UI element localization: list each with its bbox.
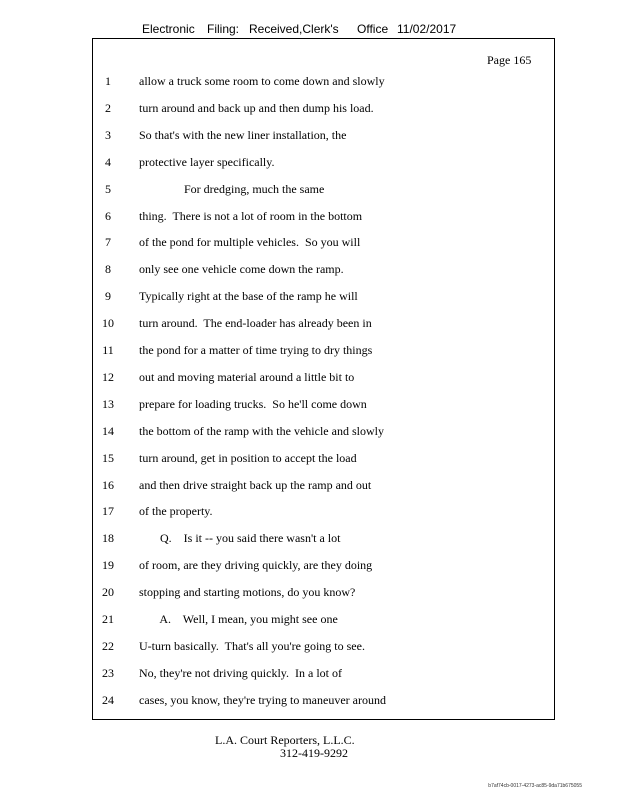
transcript-line <box>92 235 555 253</box>
line-text: For dredging, much the same <box>139 181 325 196</box>
transcript-line <box>92 289 555 307</box>
filing-stamp-part: Office <box>357 22 389 36</box>
line-text: of the pond for multiple vehicles. So you will <box>139 235 361 250</box>
transcript-line <box>92 693 555 711</box>
line-number: 24 <box>102 692 114 707</box>
line-number: 2 <box>105 100 111 115</box>
transcript-line <box>92 155 555 173</box>
transcript-line <box>92 639 555 657</box>
transcript-line <box>92 451 555 469</box>
line-text: turn around, get in position to accept the load <box>139 450 357 465</box>
line-text: No, they're not driving quickly. In a lot of <box>139 665 343 680</box>
transcript-line <box>92 209 555 227</box>
transcript-line <box>92 101 555 119</box>
transcript-line <box>92 424 555 442</box>
transcript-line <box>92 612 555 630</box>
line-text: cases, you know, they're trying to maneuver around <box>139 692 386 707</box>
line-text: Typically right at the base of the ramp he will <box>139 289 358 304</box>
line-text: stopping and starting motions, do you know? <box>139 585 356 600</box>
transcript-line <box>92 343 555 361</box>
court-reporter-name: L.A. Court Reporters, L.L.C. <box>215 733 355 747</box>
filing-stamp-part: Received,Clerk's <box>249 22 339 36</box>
line-number: 20 <box>102 585 114 600</box>
line-number: 14 <box>102 423 114 438</box>
line-text: allow a truck some room to come down and slowly <box>139 74 385 88</box>
line-number: 4 <box>105 154 111 169</box>
line-number: 1 <box>105 74 111 88</box>
line-number: 9 <box>105 289 111 304</box>
transcript-line <box>92 370 555 388</box>
transcript-line <box>92 666 555 684</box>
line-text: Q. Is it -- you said there wasn't a lot <box>139 531 341 546</box>
line-number: 5 <box>105 181 111 196</box>
line-number: 13 <box>102 396 114 411</box>
line-number: 22 <box>102 638 114 653</box>
line-text: and then drive straight back up the ramp and out <box>139 477 372 492</box>
line-number: 3 <box>105 127 111 142</box>
line-number: 11 <box>102 343 114 357</box>
transcript-line <box>92 558 555 576</box>
transcript-line <box>92 585 555 603</box>
line-text: only see one vehicle come down the ramp. <box>139 262 344 277</box>
line-number: 8 <box>105 262 111 277</box>
transcript-line <box>92 128 555 146</box>
line-number: 17 <box>102 504 114 519</box>
line-text: U-turn basically. That's all you're going to see. <box>139 638 365 653</box>
line-text: prepare for loading trucks. So he'll come down <box>139 396 367 411</box>
line-text: So that's with the new liner installation, the <box>139 127 347 142</box>
line-text: of room, are they driving quickly, are they doing <box>139 558 373 573</box>
court-reporter-phone: 312-419-9292 <box>280 746 348 760</box>
page-number: Page 165 <box>487 53 532 67</box>
filing-stamp-part: 11/02/2017 <box>397 22 457 36</box>
line-number: 21 <box>102 612 114 626</box>
document-hash: b7af74cb-0017-4273-ac85-9da71b675055 <box>488 783 582 789</box>
transcript-line <box>92 182 555 200</box>
line-number: 15 <box>102 450 114 465</box>
transcript-line <box>92 262 555 280</box>
filing-stamp-part: Filing: <box>207 22 240 36</box>
line-text: the pond for a matter of time trying to dry things <box>139 343 373 357</box>
line-text: protective layer specifically. <box>139 154 275 169</box>
line-text: turn around and back up and then dump his load. <box>139 100 374 115</box>
line-number: 7 <box>105 235 111 250</box>
transcript-line <box>92 478 555 496</box>
line-number: 6 <box>105 208 111 223</box>
line-number: 12 <box>102 369 114 384</box>
line-number: 19 <box>102 558 114 573</box>
transcript-line <box>92 74 555 92</box>
line-text: out and moving material around a little bit to <box>139 369 355 384</box>
line-text: thing. There is not a lot of room in the bottom <box>139 208 363 223</box>
line-text: A. Well, I mean, you might see one <box>139 612 338 626</box>
line-number: 16 <box>102 477 114 492</box>
line-number: 10 <box>102 316 114 331</box>
line-text: turn around. The end-loader has already been in <box>139 316 372 331</box>
transcript-line <box>92 397 555 415</box>
line-number: 23 <box>102 665 114 680</box>
line-number: 18 <box>102 531 114 546</box>
transcript-line <box>92 531 555 549</box>
transcript-line <box>92 504 555 522</box>
line-text: of the property. <box>139 504 213 519</box>
transcript-line <box>92 316 555 334</box>
line-text: the bottom of the ramp with the vehicle and slowly <box>139 423 384 438</box>
filing-stamp-part: Electronic <box>142 22 195 36</box>
